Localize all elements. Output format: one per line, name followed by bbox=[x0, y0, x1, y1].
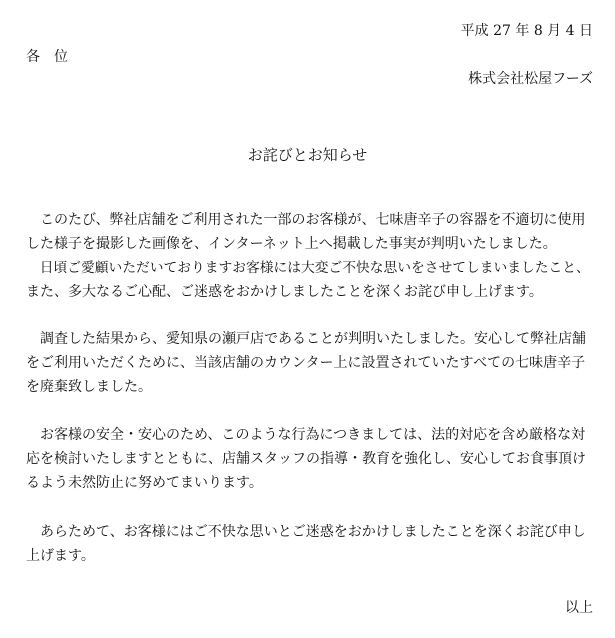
paragraph-line: した様子を撮影した画像を、インターネット上へ掲載した事実が判明いたしました。 bbox=[26, 236, 557, 252]
paragraph-1 bbox=[26, 208, 592, 304]
paragraph-line: 応を検討いたしますとともに、店舗スタッフの指導・教育を強化し、安心してお食事頂け bbox=[26, 451, 586, 467]
company-name: 株式会社松屋フーズ bbox=[468, 71, 593, 87]
closing-mark: 以上 bbox=[565, 600, 593, 616]
paragraph-3 bbox=[26, 423, 592, 495]
paragraph-line: このたび、弊社店舗をご利用された一部のお客様が、七味唐辛子の容器を不適切に使用 bbox=[26, 212, 586, 228]
paragraph-line: を廃棄致しました。 bbox=[26, 379, 152, 395]
paragraph-line: お客様の安全・安心のため、このような行為につきましては、法的対応を含め厳格な対 bbox=[26, 427, 586, 443]
paragraph-4 bbox=[26, 520, 592, 568]
paragraph-line: をご利用いただくために、当該店舗のカウンター上に設置されていたすべての七味唐辛子 bbox=[26, 355, 586, 371]
document-title: お詫びとお知らせ bbox=[247, 146, 368, 164]
paragraph-line: あらためて、お客様にはご不快な思いとご迷惑をおかけしましたことを深くお詫び申し bbox=[26, 524, 586, 540]
paragraph-line: るよう未然防止に努めてまいります。 bbox=[26, 475, 263, 491]
paragraph-line: また、多大なるご心配、ご迷惑をおかけしましたことを深くお詫び申し上げます。 bbox=[26, 284, 543, 300]
paragraph-line: 調査した結果から、愛知県の瀬戸店であることが判明いたしました。安心して弊社店舗 bbox=[26, 331, 586, 347]
addressee: 各位 bbox=[26, 49, 82, 65]
document-date: 平成 27 年 8 月 4 日 bbox=[460, 23, 593, 39]
paragraph-line: 日頃ご愛顧いただいておりますお客様には大変ご不快な思いをさせてしまいましたこと、 bbox=[26, 260, 590, 276]
paragraph-line: 上げます。 bbox=[26, 548, 95, 564]
paragraph-2 bbox=[26, 327, 592, 399]
